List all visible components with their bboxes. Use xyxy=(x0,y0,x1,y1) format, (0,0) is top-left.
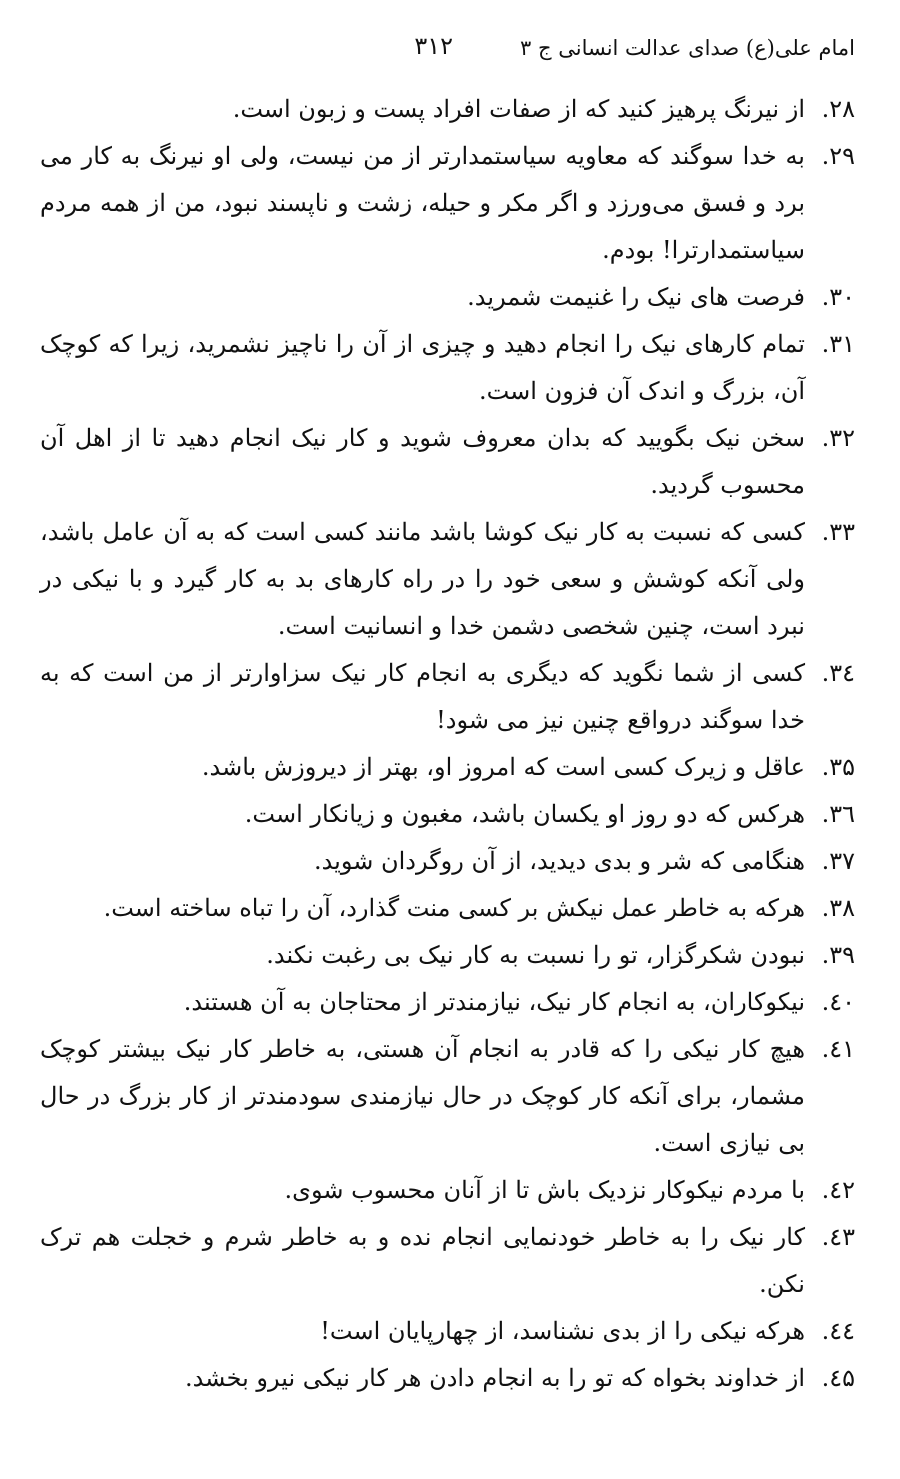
saying-list xyxy=(40,86,855,1402)
item-text: از خداوند بخواه که تو را به انجام دادن هر کار نیکی نیرو بخشد. xyxy=(184,1364,805,1392)
item-number: ۳۰. xyxy=(821,283,855,311)
item-number: ۳۱. xyxy=(821,330,855,358)
item-number: ٤۲. xyxy=(821,1176,855,1204)
item-text: سخن نیک بگویید که بدان معروف شوید و کار نیک انجام دهید تا از اهل آن محسوب گردید. xyxy=(40,424,805,499)
item-number: ۲۹. xyxy=(821,142,855,170)
item-text: نیکوکاران، به انجام کار نیک، نیازمندتر از محتاجان به آن هستند. xyxy=(183,988,805,1016)
list-item xyxy=(40,321,855,415)
item-number: ۳۹. xyxy=(821,941,855,969)
item-number: ۳۷. xyxy=(821,847,855,875)
running-title: امام علی(ع) صدای عدالت انسانی ج ۳ xyxy=(520,36,855,60)
item-text: نبودن شکرگزار، تو را نسبت به کار نیک بی رغبت نکند. xyxy=(266,941,805,969)
list-item xyxy=(40,86,855,133)
item-number: ۳۸. xyxy=(821,894,855,922)
item-number: ٤۱. xyxy=(821,1035,855,1063)
list-item xyxy=(40,1026,855,1167)
page-header xyxy=(40,30,855,70)
list-item xyxy=(40,650,855,744)
item-text: فرصت های نیک را غنیمت شمرید. xyxy=(467,283,805,311)
item-text: هنگامی که شر و بدی دیدید، از آن روگردان شوید. xyxy=(313,847,805,875)
item-text: با مردم نیکوکار نزدیک باش تا از آنان محسوب شوی. xyxy=(284,1176,805,1204)
list-item xyxy=(40,1355,855,1402)
item-text: از نیرنگ پرهیز کنید که از صفات افراد پست و زبون است. xyxy=(232,95,805,123)
item-number: ٤۵. xyxy=(821,1364,855,1392)
item-text: کسی که نسبت به کار نیک کوشا باشد مانند کسی است که به آن عامل باشد، ولی آنکه کوشش و سعی خود را در راه کارهای بد به کار گیرد و با نیکی در نبرد است، چنین شخصی دشمن خدا و انسانیت است. xyxy=(40,518,805,640)
item-number: ۳۳. xyxy=(821,518,855,546)
list-item xyxy=(40,885,855,932)
item-text: هرکس که دو روز او یکسان باشد، مغبون و زیانکار است. xyxy=(244,800,805,828)
list-item xyxy=(40,838,855,885)
item-text: به خدا سوگند که معاویه سیاستمدارتر از من نیست، ولی او نیرنگ به کار می برد و فسق می‌ورزد و اگر مکر و حیله، زشت و ناپسند نبود، من از همه مردم سیاستمدارترا! بودم. xyxy=(40,142,805,264)
item-text: هیچ کار نیکی را که قادر به انجام آن هستی، به خاطر کار نیک بیشتر کوچک مشمار، برای آنکه کار کوچک در حال نیازمندی سودمندتر از کار بزرگ در حال بی نیازی است. xyxy=(40,1035,805,1157)
list-item xyxy=(40,979,855,1026)
list-item xyxy=(40,791,855,838)
item-text: عاقل و زیرک کسی است که امروز او، بهتر از دیروزش باشد. xyxy=(201,753,805,781)
item-text: کار نیک را به خاطر خودنمایی انجام نده و به خاطر شرم و خجلت هم ترک نکن. xyxy=(40,1223,805,1298)
item-text: هرکه نیکی را از بدی نشناسد، از چهارپایان است! xyxy=(320,1317,805,1345)
item-number: ۳٤. xyxy=(821,659,855,687)
item-text: هرکه به خاطر عمل نیکش بر کسی منت گذارد، آن را تباه ساخته است. xyxy=(103,894,805,922)
list-item xyxy=(40,1214,855,1308)
item-number: ٤۳. xyxy=(821,1223,855,1251)
list-item xyxy=(40,744,855,791)
list-item xyxy=(40,509,855,650)
item-text: تمام کارهای نیک را انجام دهید و چیزی از آن را ناچیز نشمرید، زیرا که کوچک آن، بزرگ و اندک آن فزون است. xyxy=(40,330,805,405)
item-number: ۳٦. xyxy=(821,800,855,828)
page-number: ۳۱۲ xyxy=(414,32,453,60)
list-item xyxy=(40,1167,855,1214)
list-item xyxy=(40,415,855,509)
item-number: ۳۵. xyxy=(821,753,855,781)
item-text: کسی از شما نگوید که دیگری به انجام کار نیک سزاوارتر از من است که به خدا سوگند درواقع چنین نیز می شود! xyxy=(40,659,805,734)
item-number: ۳۲. xyxy=(821,424,855,452)
list-item xyxy=(40,133,855,274)
list-item xyxy=(40,1308,855,1355)
item-number: ٤۰. xyxy=(821,988,855,1016)
list-item xyxy=(40,932,855,979)
list-item xyxy=(40,274,855,321)
item-number: ۲۸. xyxy=(821,95,855,123)
item-number: ٤٤. xyxy=(821,1317,855,1345)
